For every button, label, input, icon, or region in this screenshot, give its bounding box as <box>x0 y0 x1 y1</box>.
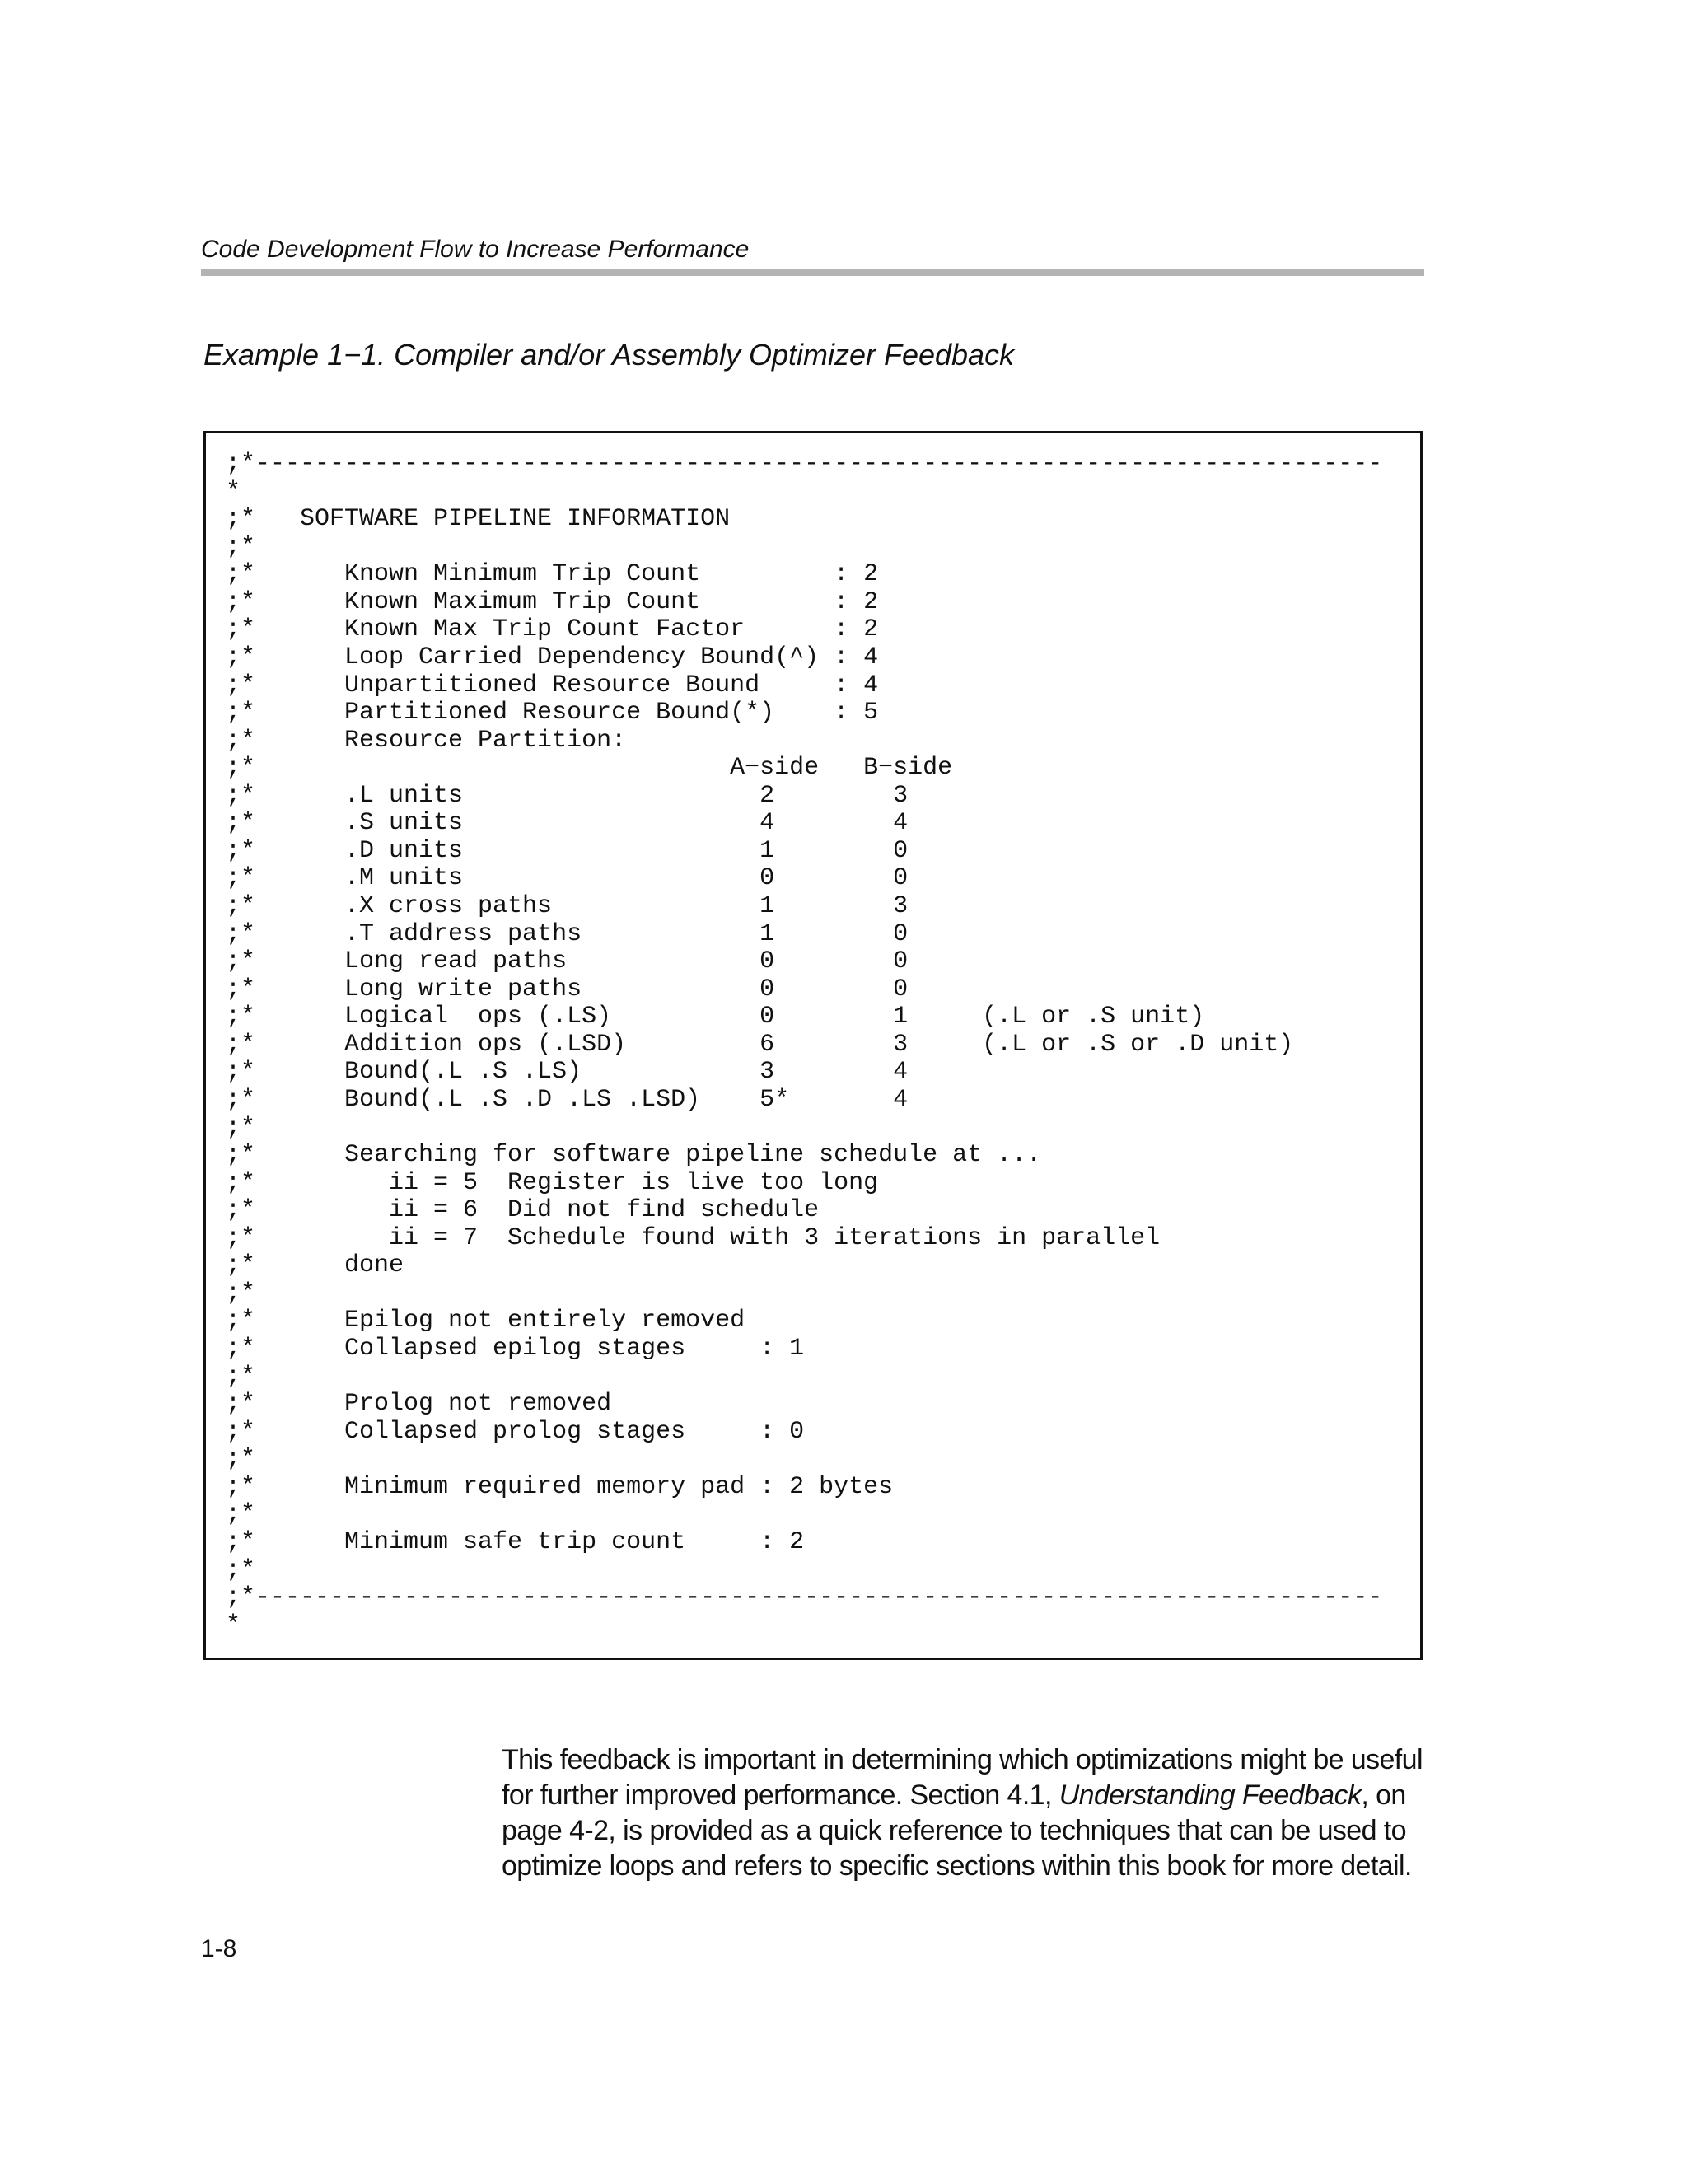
code-line: ;* Collapsed prolog stages : 0 <box>226 1417 805 1446</box>
code-line: ;* Known Minimum Trip Count : 2 <box>226 560 879 589</box>
code-line: ;* Addition ops (.LSD) 6 3 (.L or .S or .D unit) <box>226 1030 1294 1059</box>
code-line: ;* Minimum safe trip count : 2 <box>226 1527 805 1556</box>
code-line: ;* Loop Carried Dependency Bound(^) : 4 <box>226 643 879 671</box>
code-line: ;* Epilog not entirely removed <box>226 1307 745 1335</box>
section-reference: Understanding Feedback <box>1058 1779 1362 1811</box>
code-line: * <box>226 477 241 506</box>
code-line: ;* Long write paths 0 0 <box>226 975 909 1003</box>
code-line: ;* Known Maximum Trip Count : 2 <box>226 587 879 616</box>
code-line: ;* Bound(.L .S .D .LS .LSD) 5* 4 <box>226 1085 909 1114</box>
code-line: ;* .T address paths 1 0 <box>226 919 909 948</box>
code-line: ;* Known Max Trip Count Factor : 2 <box>226 615 879 644</box>
code-listing-box <box>203 431 1423 1660</box>
body-paragraph <box>502 1742 1432 1884</box>
code-line: ;* <box>226 1500 256 1529</box>
code-line: * <box>226 1611 241 1639</box>
code-line: ;* A−side B−side <box>226 754 953 783</box>
code-line: ;* done <box>226 1251 404 1280</box>
code-line: ;* Partitioned Resource Bound(*) : 5 <box>226 699 879 727</box>
code-line: ;* Resource Partition: <box>226 726 627 755</box>
code-listing <box>226 451 1382 1639</box>
code-line: ;* Bound(.L .S .LS) 3 4 <box>226 1058 909 1087</box>
code-line: ;* Long read paths 0 0 <box>226 947 909 976</box>
paragraph-text-start: This feedback is important in determining which optimizations might be useful for further improved performance. Section 4.1, <box>502 1744 1423 1811</box>
code-line: ;* <box>226 1362 256 1391</box>
example-title: Example 1−1. Compiler and/or Assembly Optimizer Feedback <box>203 338 1015 372</box>
code-line: ;*---------------------------------------------------------------------------- <box>226 1583 1383 1612</box>
code-line: ;* ii = 7 Schedule found with 3 iterations in parallel <box>226 1223 1161 1252</box>
code-line: ;* Minimum required memory pad : 2 bytes <box>226 1472 894 1501</box>
paragraph-text-end: , on page 4-2, is provided as a quick reference to techniques that can be used to optimize loops and refers to specific sections within this book for more detail. <box>502 1779 1412 1882</box>
code-line: ;* <box>226 1279 256 1307</box>
code-line: ;* .M units 0 0 <box>226 864 909 893</box>
code-line: ;* Searching for software pipeline schedule at ... <box>226 1141 1042 1170</box>
code-line: ;* <box>226 532 256 561</box>
code-line: ;* Prolog not removed <box>226 1390 612 1419</box>
code-line: ;* ii = 6 Did not find schedule <box>226 1196 820 1225</box>
running-header-title: Code Development Flow to Increase Performance <box>201 236 750 263</box>
code-line: ;*---------------------------------------------------------------------------- <box>226 450 1383 478</box>
code-line: ;* Logical ops (.LS) 0 1 (.L or .S unit) <box>226 1003 1205 1031</box>
code-line: ;* Collapsed epilog stages : 1 <box>226 1335 805 1363</box>
code-line: ;* SOFTWARE PIPELINE INFORMATION <box>226 505 731 534</box>
page-number: 1-8 <box>201 1935 237 1962</box>
code-line: ;* .X cross paths 1 3 <box>226 892 909 920</box>
code-line: ;* <box>226 1445 256 1474</box>
code-line: ;* .L units 2 3 <box>226 781 909 810</box>
code-line: ;* <box>226 1113 256 1142</box>
code-line: ;* <box>226 1555 256 1584</box>
code-line: ;* ii = 5 Register is live too long <box>226 1168 879 1197</box>
code-line: ;* .S units 4 4 <box>226 809 909 838</box>
code-line: ;* Unpartitioned Resource Bound : 4 <box>226 671 879 699</box>
header-rule <box>201 269 1424 276</box>
code-line: ;* .D units 1 0 <box>226 836 909 865</box>
